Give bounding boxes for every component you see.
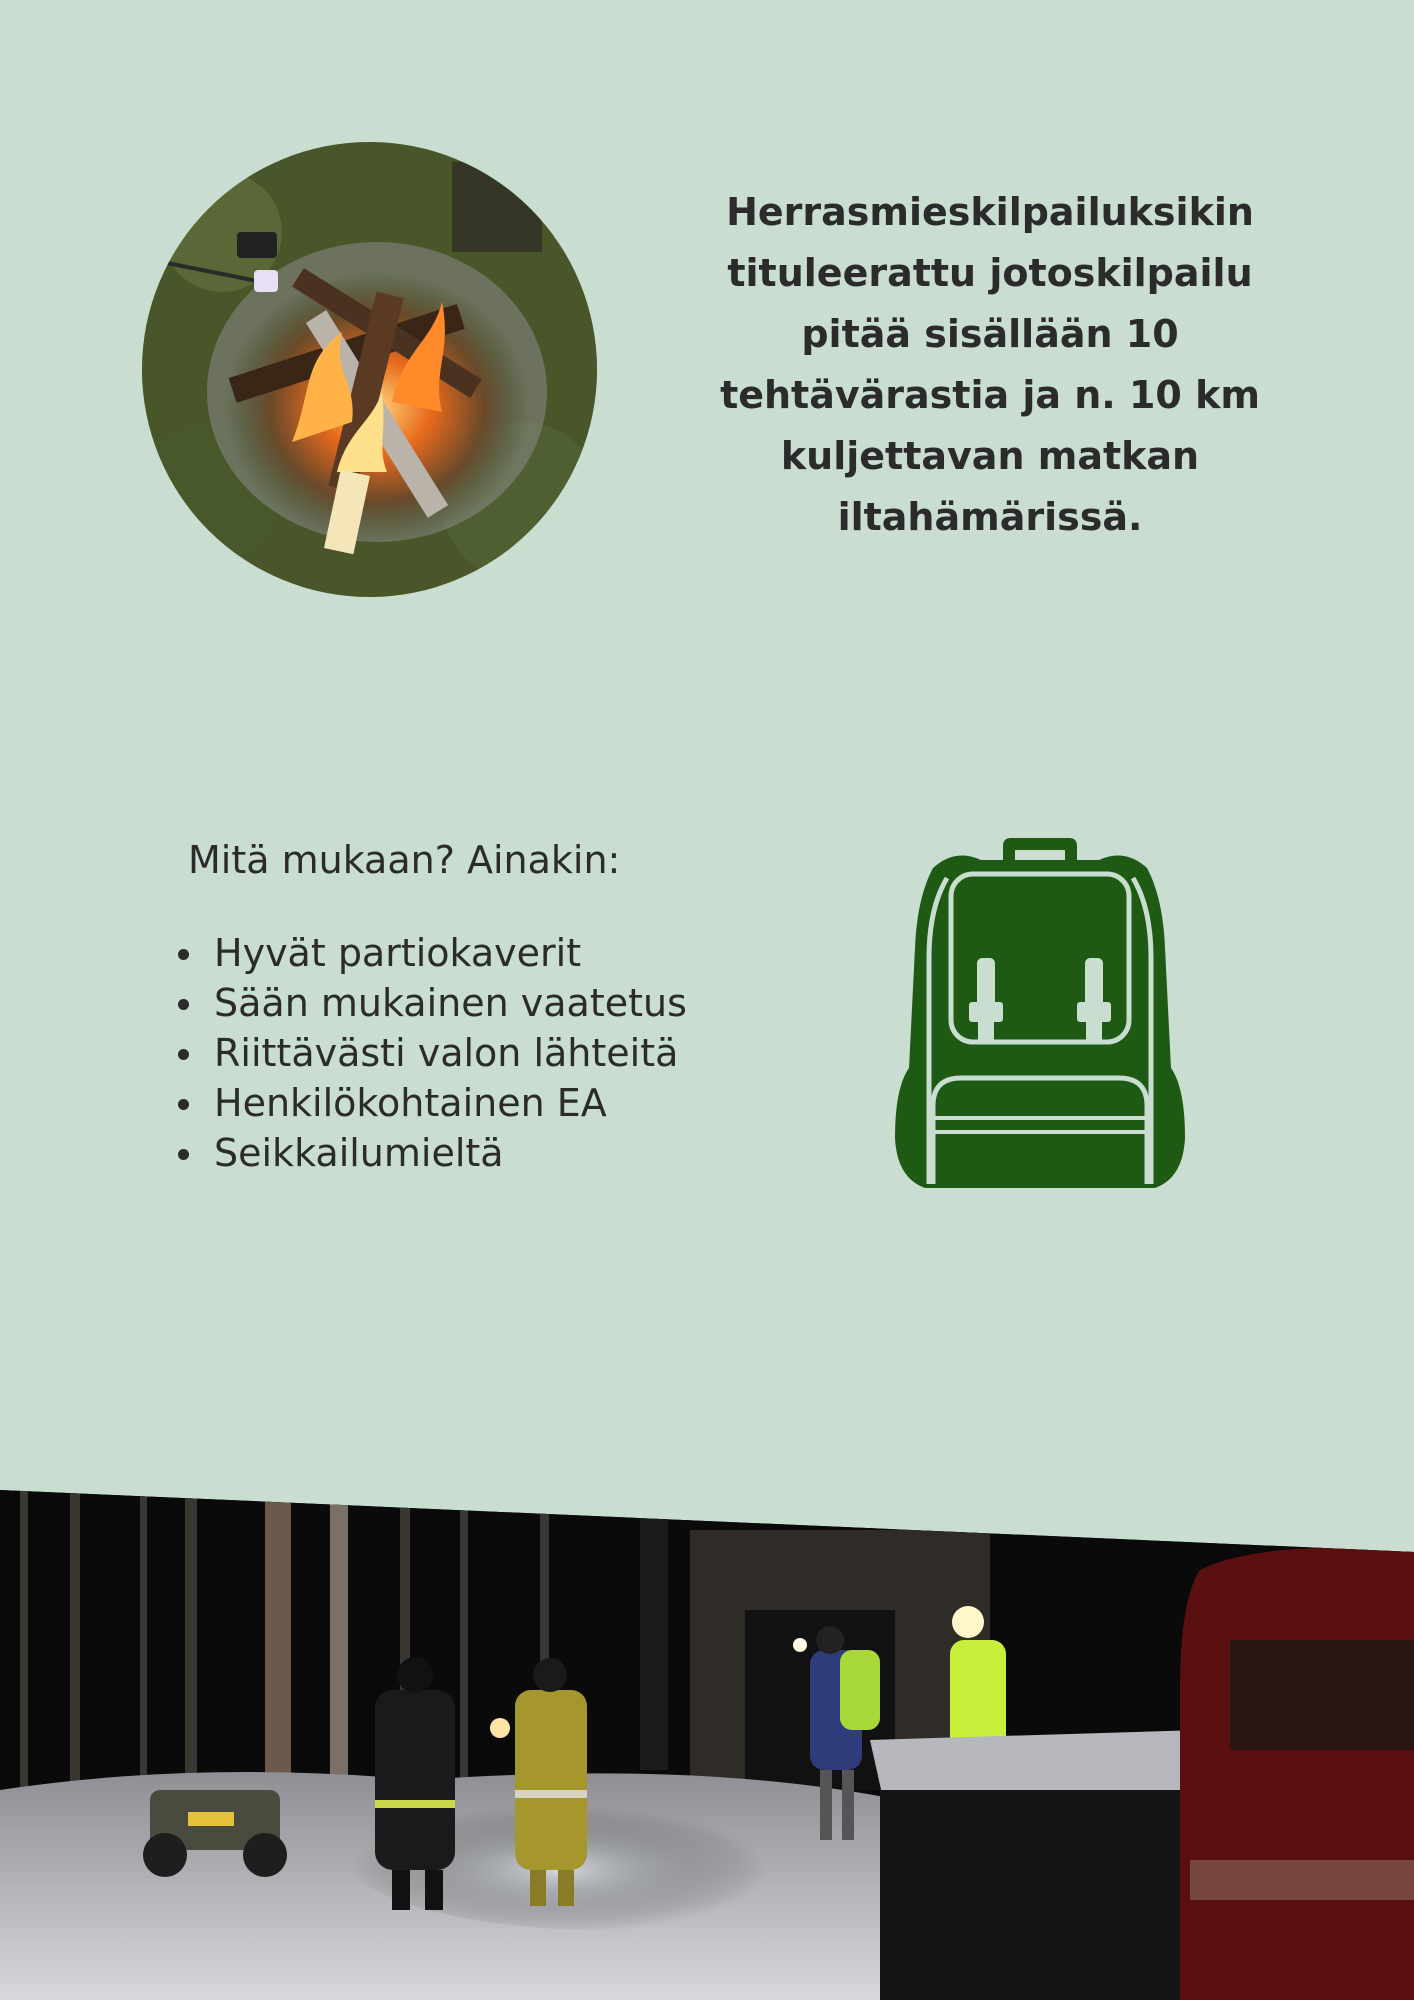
- list-item: Sään mukainen vaatetus: [170, 978, 810, 1028]
- list-item: Henkilökohtainen EA: [170, 1078, 810, 1128]
- backpack-icon: [885, 838, 1195, 1190]
- night-event-photo: [0, 1490, 1414, 2000]
- packing-list: [170, 928, 810, 1178]
- intro-text: Herrasmieskilpailuksikin tituleerattu jotoskilpailu pitää sisällään 10 tehtävärastia ja n. 10 km kuljettavan matkan iltahämärissä.: [720, 190, 1260, 539]
- packing-title: Mitä mukaan? Ainakin:: [188, 838, 621, 882]
- campfire-photo: [142, 142, 597, 597]
- list-item: Seikkailumieltä: [170, 1128, 810, 1178]
- list-item: Riittävästi valon lähteitä: [170, 1028, 810, 1078]
- list-item: Hyvät partiokaverit: [170, 928, 810, 978]
- packing-list-section: [170, 830, 810, 1178]
